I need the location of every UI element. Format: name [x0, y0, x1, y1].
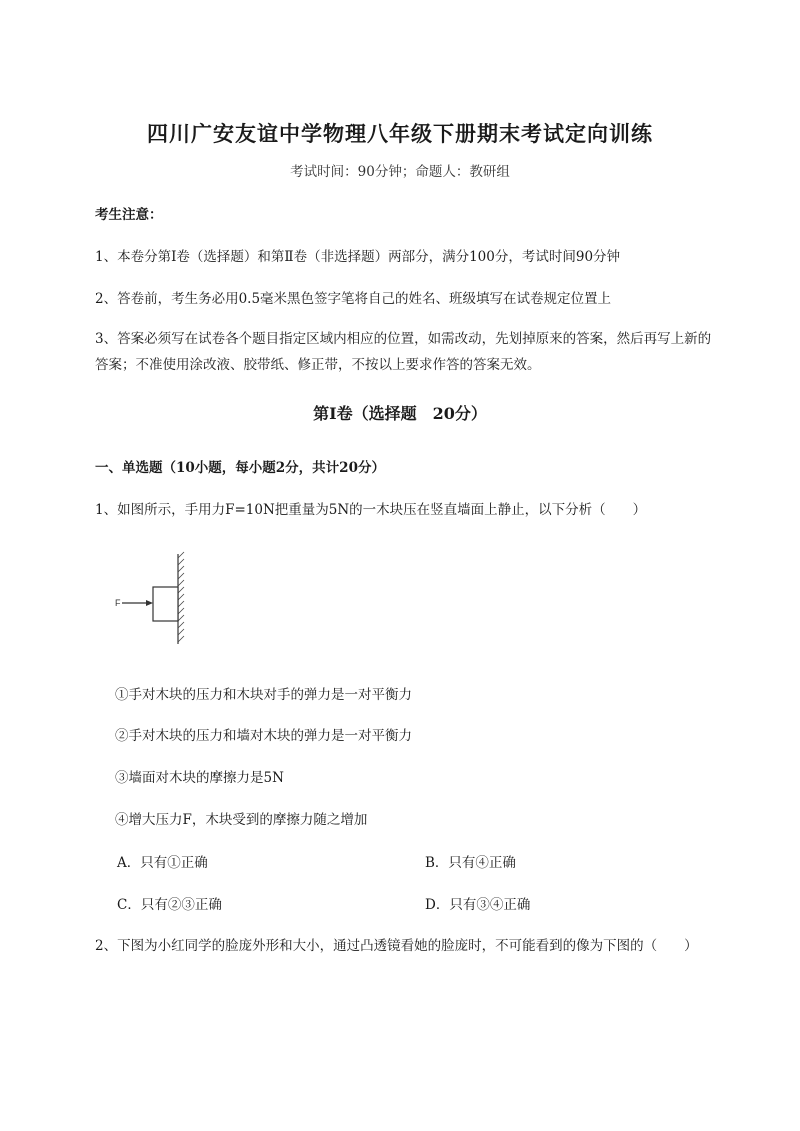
force-label: F	[115, 598, 121, 608]
section-title: 第Ⅰ卷（选择题 20分）	[313, 404, 487, 423]
statement-item: ①手对木块的压力和木块对手的弹力是一对平衡力	[115, 687, 412, 703]
question-2-stem: 2、下图为小红同学的脸庞外形和大小，通过凸透镜看她的脸庞时，不可能看到的像为下图的（ ）	[95, 938, 698, 954]
arrow-head	[146, 600, 153, 606]
part-heading: 一、单选题（10小题，每小题2分，共计20分）	[95, 460, 385, 476]
force-diagram	[110, 550, 210, 650]
option-b: B．只有④正确	[425, 855, 516, 871]
question-1-figure	[110, 550, 210, 654]
notice-heading: 考生注意：	[95, 207, 163, 223]
question-1-stem: 1、如图所示，手用力F=10N把重量为5N的一木块压在竖直墙面上静止，以下分析（ ）	[95, 502, 647, 518]
exam-info: 考试时间：90分钟；命题人：教研组	[290, 164, 510, 180]
page-title: 四川广安友谊中学物理八年级下册期末考试定向训练	[147, 121, 653, 146]
notice-item: 3、答案必须写在试卷各个题目指定区域内相应的位置，如需改动，先划掉原来的答案，然后再写上新的答案；不准使用涂改液、胶带纸、修正带，不按以上要求作答的答案无效。	[95, 331, 712, 373]
option-a: A．只有①正确	[117, 855, 208, 871]
wood-block	[153, 587, 178, 621]
statement-item: ④增大压力F，木块受到的摩擦力随之增加	[115, 812, 368, 828]
notice-item: 2、答卷前，考生务必用0.5毫米黑色签字笔将自己的姓名、班级填写在试卷规定位置上	[95, 291, 612, 307]
notice-item: 1、本卷分第Ⅰ卷（选择题）和第Ⅱ卷（非选择题）两部分，满分100分，考试时间90分钟	[95, 249, 621, 265]
wall-hatching	[178, 552, 184, 642]
option-d: D．只有③④正确	[425, 897, 531, 913]
option-c: C．只有②③正确	[117, 897, 222, 913]
statement-item: ②手对木块的压力和墙对木块的弹力是一对平衡力	[115, 728, 412, 744]
statement-item: ③墙面对木块的摩擦力是5N	[115, 770, 284, 786]
